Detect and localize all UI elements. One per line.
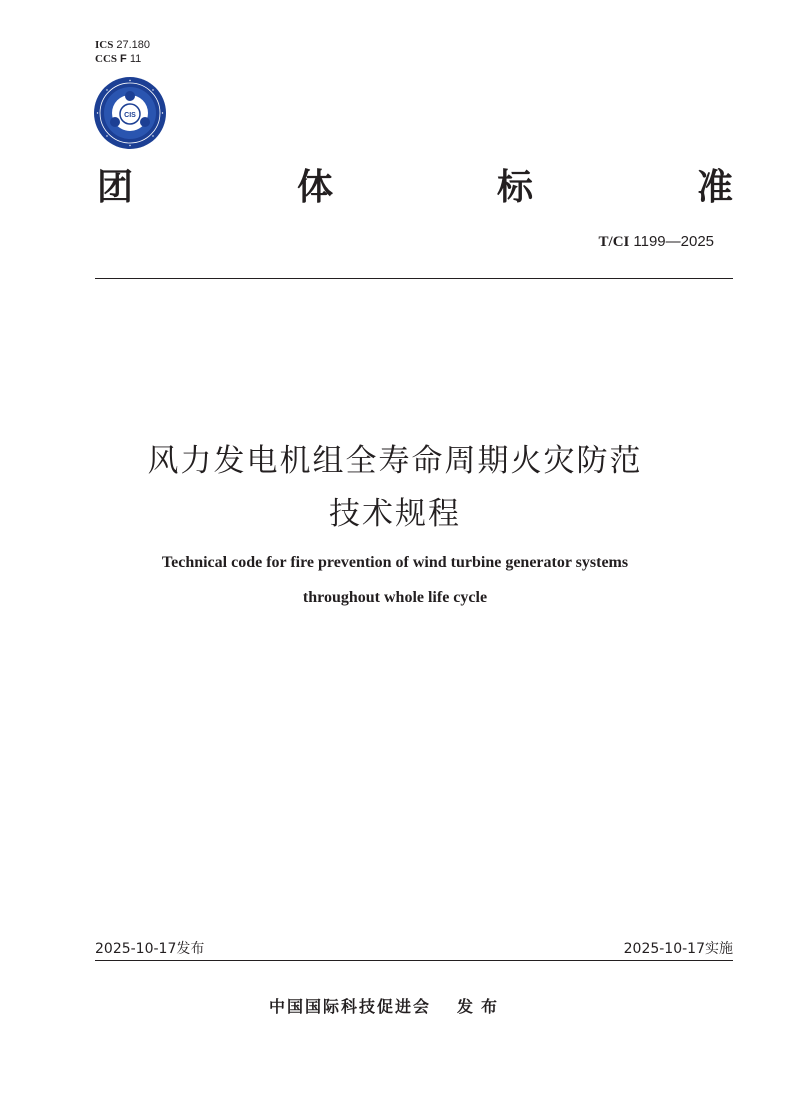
implementation-date: 2025-10-17实施 xyxy=(623,941,733,957)
title-english-line-1: Technical code for fire prevention of wind turbine generator systems xyxy=(161,554,629,571)
issue-date: 2025-10-17发布 xyxy=(95,941,205,957)
footer-divider xyxy=(95,960,733,961)
standard-number-prefix: T/CI xyxy=(598,234,630,250)
standard-type-char: 标 xyxy=(496,166,533,208)
ics-value: 27.180 xyxy=(116,39,150,51)
cis-seal-icon xyxy=(93,76,167,150)
standard-number xyxy=(599,232,714,251)
title-chinese-line-1: 风力发电机组全寿命周期火灾防范 xyxy=(147,443,643,479)
ccs-line xyxy=(95,52,150,66)
standard-type-char: 准 xyxy=(696,166,733,208)
ccs-number: 11 xyxy=(129,53,142,65)
classification-codes xyxy=(95,38,150,66)
ics-label: ICS xyxy=(95,39,114,51)
issuer xyxy=(269,994,505,1017)
standard-type-char: 体 xyxy=(296,166,333,208)
standard-type-heading xyxy=(97,160,733,208)
issuer-action: 发布 xyxy=(457,997,506,1016)
ccs-letter: F xyxy=(120,53,127,65)
ics-line xyxy=(95,38,150,52)
standard-number-value: 1199—2025 xyxy=(633,233,714,250)
standard-type-char: 团 xyxy=(97,166,134,208)
title-chinese-line-2: 技术规程 xyxy=(329,496,461,532)
ccs-label: CCS xyxy=(95,53,118,65)
title-english-line-2: throughout whole life cycle xyxy=(302,589,488,606)
logo-center-text: CIS xyxy=(124,112,136,119)
issuer-organization: 中国国际科技促进会 xyxy=(269,997,432,1016)
header-divider xyxy=(95,278,733,279)
